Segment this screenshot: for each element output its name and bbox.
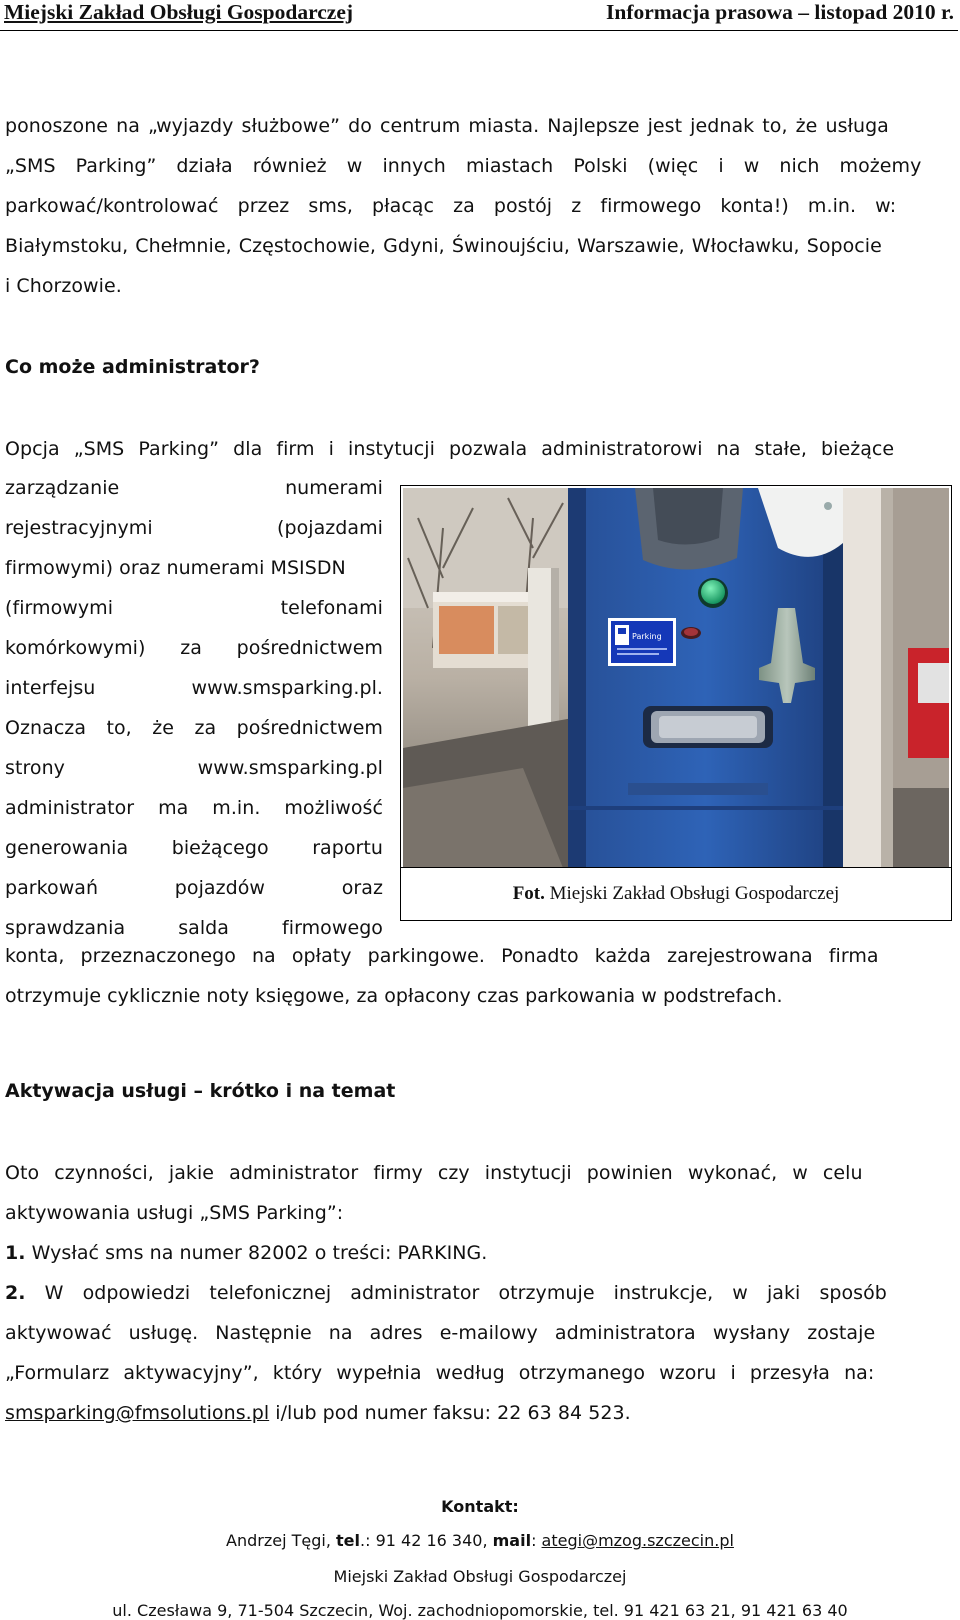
para2-w-9b: bieżącego xyxy=(171,837,269,859)
para2-w-7b: www.smsparking.pl xyxy=(197,757,383,779)
para2-w-10c: oraz xyxy=(341,877,383,899)
step-1-text: Wysłać sms na numer 82002 o treści: PARKING. xyxy=(25,1242,488,1264)
para2-line-1: Opcja „SMS Parking” dla firm i instytucji pozwala administratorowi na stałe, bieżące xyxy=(5,438,895,460)
para2-w-1b: (pojazdami xyxy=(277,517,383,539)
para2-w-3b: telefonami xyxy=(280,597,383,619)
tel-value: .: 91 42 16 340, xyxy=(360,1531,493,1550)
para1-line xyxy=(5,186,958,226)
page-header xyxy=(0,0,958,31)
para1-line xyxy=(5,266,958,306)
para2-w-4c: pośrednictwem xyxy=(236,637,383,659)
parking-meter-illustration xyxy=(403,488,949,868)
sticker-label: Parking xyxy=(632,632,662,641)
photo-caption-credit: Miejski Zakład Obsługi Gospodarczej xyxy=(544,883,840,904)
heading-administrator: Co może administrator? xyxy=(5,356,260,378)
step-2-text-3: „Formularz aktywacyjny”, który wypełnia według otrzymanego wzoru i przesyła na: xyxy=(5,1362,875,1384)
parking-meter-photo xyxy=(400,485,952,921)
email-link[interactable]: smsparking@fmsolutions.pl xyxy=(5,1402,270,1424)
para2-w-6b: to, xyxy=(106,717,132,739)
para3-line-2: aktywowania usługi „SMS Parking”: xyxy=(5,1202,344,1224)
para2-w-1a: rejestracyjnymi xyxy=(5,517,153,539)
para2-w-8c: m.in. xyxy=(212,797,261,819)
para2-w-0a: zarządzanie xyxy=(5,477,120,499)
para2-tail-1: konta, przeznaczonego na opłaty parkingowe. Ponadto każda zarejestrowana firma xyxy=(5,945,879,967)
para2-w-4b: za xyxy=(180,637,202,659)
para2-w-11b: salda xyxy=(178,917,229,939)
step-1 xyxy=(5,1233,958,1273)
para2-w-0b: numerami xyxy=(285,477,383,499)
header-release-date: Informacja prasowa – listopad 2010 r. xyxy=(606,0,954,24)
step-2-text-2: aktywować usługę. Następnie na adres e-mailowy administratora wysłany zostaje xyxy=(5,1322,876,1344)
para2-w-8b: ma xyxy=(158,797,189,819)
fax-text: i/lub pod numer faksu: 22 63 84 523. xyxy=(269,1402,631,1424)
parking-meter-image xyxy=(403,488,949,868)
mail-label: mail xyxy=(492,1531,532,1550)
para1-line-4: Białymstoku, Chełmnie, Częstochowie, Gdyni, Świnoujściu, Warszawie, Włocławku, Sopocie xyxy=(5,235,882,257)
para2-w-10b: pojazdów xyxy=(174,877,266,899)
step-2-number: 2. xyxy=(5,1282,26,1304)
mail-separator: : xyxy=(531,1531,542,1550)
para2-w-11a: sprawdzania xyxy=(5,917,126,939)
contact-person: Andrzej Tęgi, xyxy=(226,1531,337,1550)
step-2-line-4 xyxy=(5,1393,958,1433)
para2-w-11c: firmowego xyxy=(282,917,383,939)
step-2-text-1: W odpowiedzi telefonicznej administrator otrzymuje instrukcje, w jaki sposób xyxy=(44,1282,887,1304)
para2-w-4a: komórkowymi) xyxy=(5,637,146,659)
photo-caption-label: Fot. xyxy=(512,883,545,904)
para2-w-6c: że xyxy=(152,717,174,739)
para2-w-5a: interfejsu xyxy=(5,677,96,699)
step-1-number: 1. xyxy=(5,1242,26,1264)
para2-w-8d: możliwość xyxy=(284,797,383,819)
contact-email-link[interactable]: ategi@mzog.szczecin.pl xyxy=(541,1531,734,1550)
paragraph-admin-column xyxy=(5,468,383,948)
photo-caption xyxy=(401,867,951,920)
contact-label: Kontakt: xyxy=(441,1497,519,1516)
para1-line-3: parkować/kontrolować przez sms, płacąc za postój z firmowego konta!) m.in. w: xyxy=(5,195,897,217)
para2-w-8a: administrator xyxy=(5,797,135,819)
para2-w-2: firmowymi) oraz numerami MSISDN xyxy=(5,557,346,579)
para2-w-5b: www.smsparking.pl. xyxy=(191,677,383,699)
paragraph-activation-steps xyxy=(5,1153,958,1433)
paragraph-admin-tail xyxy=(5,936,958,1016)
footer-org-name: Miejski Zakład Obsługi Gospodarczej xyxy=(333,1567,627,1586)
para2-w-6e: pośrednictwem xyxy=(236,717,383,739)
contact-line xyxy=(0,1531,960,1550)
para1-line-5: i Chorzowie. xyxy=(5,275,122,297)
para1-line-2: „SMS Parking” działa również w innych miastach Polski (więc i w nich możemy xyxy=(5,155,922,177)
paragraph-cities xyxy=(5,106,958,306)
para2-w-6a: Oznacza xyxy=(5,717,87,739)
footer-address: ul. Czesława 9, 71-504 Szczecin, Woj. zachodniopomorskie, tel. 91 421 63 21, 91 421 63 40 xyxy=(112,1601,848,1620)
para2-tail-2: otrzymuje cyklicznie noty księgowe, za opłacony czas parkowania w podstrefach. xyxy=(5,985,783,1007)
step-2-line-1 xyxy=(5,1273,958,1313)
para2-w-3a: (firmowymi xyxy=(5,597,114,619)
heading-activation: Aktywacja usługi – krótko i na temat xyxy=(5,1080,396,1102)
paragraph-admin-intro xyxy=(5,429,958,469)
para2-w-10a: parkowań xyxy=(5,877,99,899)
para2-w-7a: strony xyxy=(5,757,65,779)
para2-w-9c: raportu xyxy=(312,837,383,859)
para2-w-9a: generowania xyxy=(5,837,129,859)
para1-line xyxy=(5,226,958,266)
header-org-name: Miejski Zakład Obsługi Gospodarczej xyxy=(4,0,354,24)
tel-label: tel xyxy=(336,1531,361,1550)
para3-line-1: Oto czynności, jakie administrator firmy czy instytucji powinien wykonać, w celu xyxy=(5,1162,863,1184)
para1-line xyxy=(5,146,958,186)
para2-w-6d: za xyxy=(194,717,217,739)
para1-line xyxy=(5,106,958,146)
para1-line-1: ponoszone na „wyjazdy służbowe” do centrum miasta. Najlepsze jest jednak to, że usługa xyxy=(5,115,889,137)
